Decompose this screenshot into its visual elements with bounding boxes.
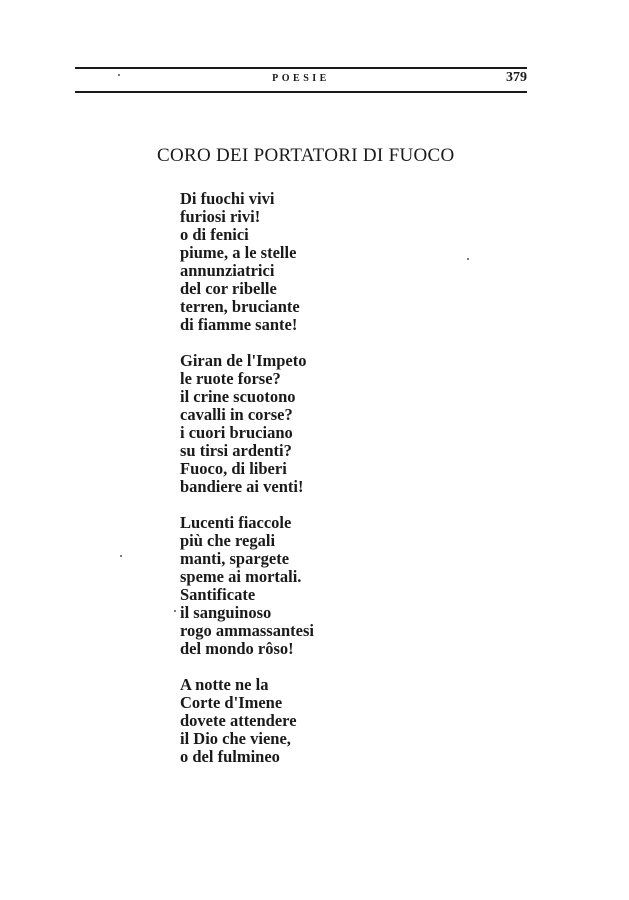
poem-body	[180, 190, 314, 784]
poem-line: di fiamme sante!	[180, 315, 298, 334]
poem-line: del cor ribelle	[180, 279, 277, 298]
poem-line: Fuoco, di liberi	[180, 459, 287, 478]
poem-line: furiosi rivi!	[180, 207, 261, 226]
poem-line: Santificate	[180, 585, 256, 604]
poem-line: o del fulmineo	[180, 747, 280, 766]
poem-line: più che regali	[180, 531, 276, 550]
poem-line: il crine scuotono	[180, 387, 296, 406]
poem-line: manti, spargete	[180, 549, 290, 568]
poem-line: il sanguinoso	[180, 603, 272, 622]
header-top-rule	[75, 67, 527, 69]
stanza-3	[180, 514, 314, 658]
running-head	[75, 70, 527, 90]
poem-line: annunziatrici	[180, 261, 275, 280]
poem-line: Lucenti fiaccole	[180, 513, 292, 532]
poem-line: le ruote forse?	[180, 369, 281, 388]
print-speck	[120, 555, 122, 557]
print-speck	[174, 610, 176, 612]
stanza-4	[180, 676, 314, 766]
poem-line: speme ai mortali.	[180, 567, 302, 586]
poem-line: il Dio che viene,	[180, 729, 291, 748]
poem-line: A notte ne la	[180, 675, 269, 694]
stanza-2	[180, 352, 314, 496]
poem-line: rogo ammassantesi	[180, 621, 314, 640]
poem-line: del mondo rôso!	[180, 639, 294, 658]
poem-line: dovete attendere	[180, 711, 297, 730]
stanza-1	[180, 190, 314, 334]
poem-line: su tirsi ardenti?	[180, 441, 292, 460]
poem-line: Giran de l'Impeto	[180, 351, 307, 370]
print-speck	[467, 258, 469, 260]
print-speck	[118, 74, 120, 76]
poem-line: bandiere ai venti!	[180, 477, 304, 496]
poem-line: piume, a le stelle	[180, 243, 297, 262]
poem-line: cavalli in corse?	[180, 405, 293, 424]
poem-line: Di fuochi vivi	[180, 189, 275, 208]
header-bottom-rule	[75, 91, 527, 93]
section-label: POESIE	[272, 73, 330, 84]
page-number: 379	[506, 70, 527, 85]
poem-line: terren, bruciante	[180, 297, 300, 316]
poem-line: i cuori bruciano	[180, 423, 293, 442]
poem-line: o di fenici	[180, 225, 249, 244]
poem-title: CORO DEI PORTATORI DI FUOCO	[157, 145, 455, 166]
poem-line: Corte d'Imene	[180, 693, 283, 712]
